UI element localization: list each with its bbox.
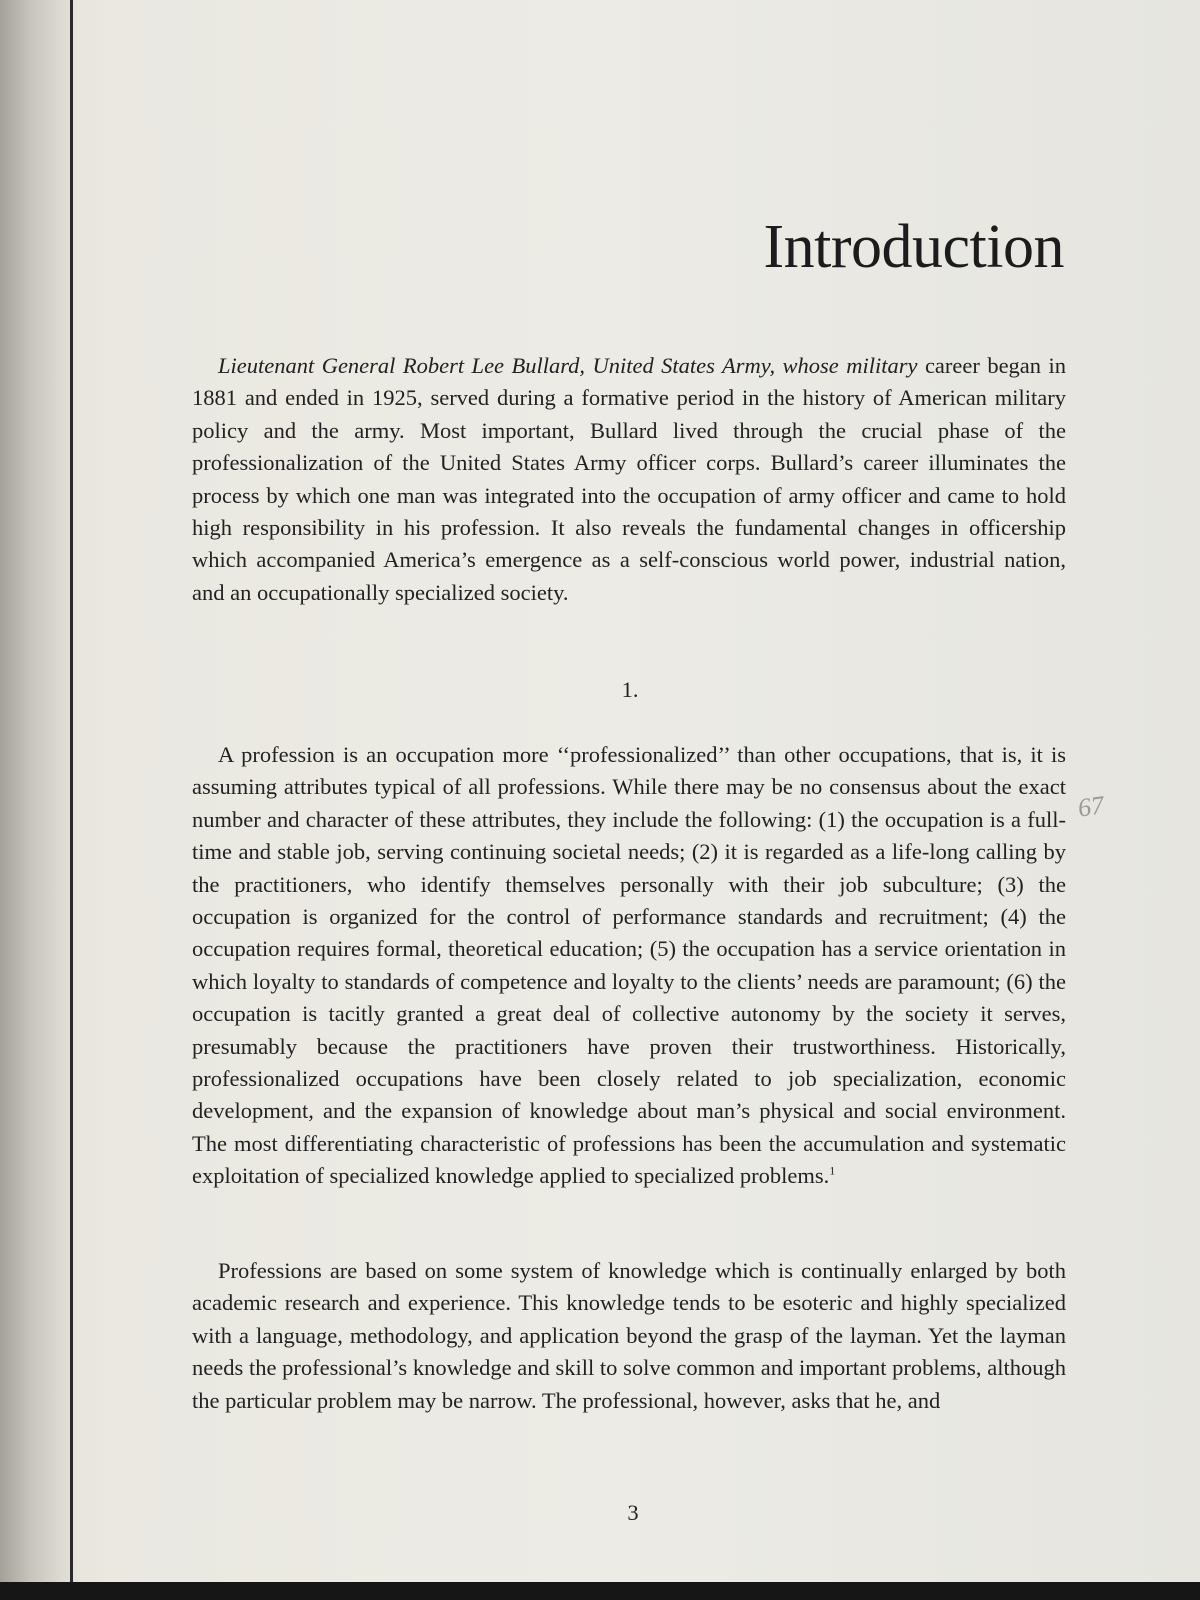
handwritten-margin-note: 67 — [1076, 790, 1106, 823]
book-spine-shadow — [0, 0, 78, 1600]
book-gutter-edge — [70, 0, 73, 1600]
paragraph-2-body: A profession is an occupation more ‘‘professionalized’’ than other occupations, that is, it is assuming attributes typical of all professions. While there may be no consensus about the exact number and character of these attributes, they include the following: (1) the occupation is a full-time and stable job, serving continuing societal needs; (2) it is regarded as a life-long calling by the practitioners, who identify themselves personally with their job subculture; (3) the occupation is organized for the control of performance standards and recruitment; (4) the occupation requires formal, theoretical education; (5) the occupation has a service orientation in which loyalty to standards of competence and loyalty to the clients’ needs are paramount; (6) the occupation is tacitly granted a great deal of collective autonomy by the society it serves, presumably because the practitioners have proven their trustworthiness. Historically, professionalized occupations have been closely related to job specialization, economic development, and the expansion of knowledge about man’s physical and social environment. The most differentiating characteristic of professions has been the accumulation and systematic exploitation of specialized knowledge applied to specialized problems. — [192, 742, 1066, 1189]
footnote-marker: 1 — [829, 1163, 836, 1178]
paragraph-1 — [192, 350, 1066, 609]
paragraph-1-lead: Lieutenant General Robert Lee Bullard, United States Army, whose military — [218, 353, 918, 378]
page-number: 3 — [627, 1500, 639, 1525]
paragraph-3: Professions are based on some system of knowledge which is continually enlarged by both academic research and experience. This knowledge tends to be esoteric and highly specialized with a language, methodology, and application beyond the grasp of the layman. Yet the layman needs the professional’s knowledge and skill to solve common and important problems, although the particular problem may be narrow. The professional, however, asks that he, and — [192, 1258, 1066, 1413]
chapter-title: Introduction — [763, 213, 1064, 281]
paragraph-2 — [192, 739, 1066, 1193]
paragraph-1-body: career began in 1881 and ended in 1925, served during a formative period in the history of American military policy and the army. Most important, Bullard lived through the crucial phase of the professionalization of the United States Army officer corps. Bullard’s career illuminates the process by which one man was integrated into the occupation of army officer and came to hold high responsibility in his profession. It also reveals the fundamental changes in officership which accompanied America’s emergence as a self-conscious world power, industrial nation, and an occupationally specialized society. — [192, 353, 1066, 605]
section-number: 1. — [621, 677, 639, 702]
page-bottom-edge — [0, 1582, 1200, 1600]
